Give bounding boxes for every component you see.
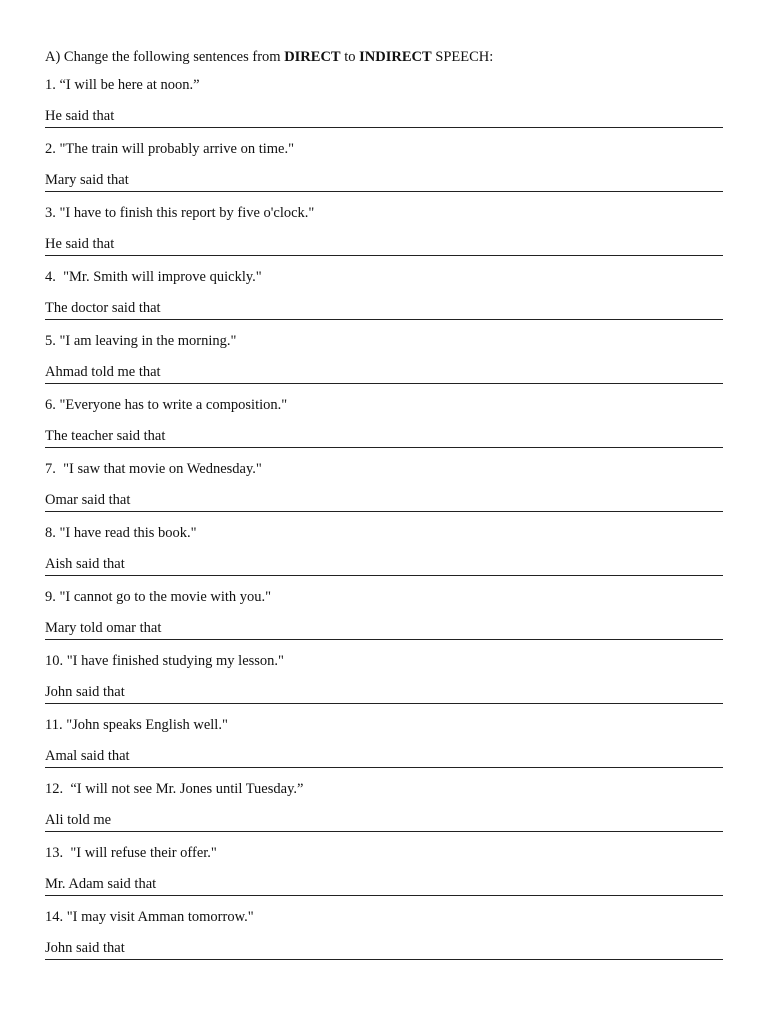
exercise-item [45, 708, 723, 772]
answer-line[interactable] [45, 810, 723, 832]
answer-line[interactable] [45, 874, 723, 896]
answer-prompt: John said that [45, 940, 125, 956]
direct-speech-sentence: 4. "Mr. Smith will improve quickly." [45, 269, 262, 285]
answer-prompt: Ahmad told me that [45, 364, 161, 380]
direct-speech-sentence: 9. "I cannot go to the movie with you." [45, 589, 272, 605]
exercise-item [45, 900, 723, 964]
answer-line[interactable] [45, 234, 723, 256]
instruction-indirect: INDIRECT [359, 49, 432, 65]
direct-speech-sentence: 14. "I may visit Amman tomorrow." [45, 909, 254, 925]
instruction-middle: to [340, 49, 360, 65]
direct-speech-sentence: 3. "I have to finish this report by five o'clock." [45, 205, 315, 221]
answer-prompt: Aish said that [45, 556, 125, 572]
exercise-list [45, 68, 723, 964]
answer-prompt: Mary said that [45, 172, 129, 188]
exercise-item [45, 452, 723, 516]
direct-speech-sentence: 13. "I will refuse their offer." [45, 845, 217, 861]
answer-prompt: He said that [45, 108, 115, 124]
worksheet [45, 46, 723, 964]
instruction-prefix: A) Change the following sentences from [45, 49, 285, 65]
answer-prompt: Mr. Adam said that [45, 876, 157, 892]
exercise-instruction [45, 46, 723, 68]
exercise-item [45, 260, 723, 324]
answer-line[interactable] [45, 426, 723, 448]
exercise-item [45, 68, 723, 132]
answer-prompt: The doctor said that [45, 300, 161, 316]
instruction-suffix: SPEECH: [431, 49, 494, 65]
answer-line[interactable] [45, 554, 723, 576]
exercise-item [45, 324, 723, 388]
answer-prompt: The teacher said that [45, 428, 166, 444]
direct-speech-sentence: 12. “I will not see Mr. Jones until Tuesday.” [45, 781, 304, 797]
exercise-item [45, 132, 723, 196]
answer-line[interactable] [45, 298, 723, 320]
answer-line[interactable] [45, 362, 723, 384]
exercise-item [45, 196, 723, 260]
answer-line[interactable] [45, 682, 723, 704]
answer-prompt: Omar said that [45, 492, 131, 508]
direct-speech-sentence: 11. "John speaks English well." [45, 717, 228, 733]
direct-speech-sentence: 6. "Everyone has to write a composition." [45, 397, 288, 413]
answer-prompt: Ali told me [45, 812, 112, 828]
answer-prompt: He said that [45, 236, 115, 252]
direct-speech-sentence: 10. "I have finished studying my lesson." [45, 653, 284, 669]
exercise-item [45, 836, 723, 900]
answer-line[interactable] [45, 106, 723, 128]
direct-speech-sentence: 7. "I saw that movie on Wednesday." [45, 461, 262, 477]
exercise-item [45, 580, 723, 644]
instruction-direct: DIRECT [284, 49, 341, 65]
answer-prompt: Mary told omar that [45, 620, 162, 636]
exercise-item [45, 388, 723, 452]
exercise-item [45, 516, 723, 580]
direct-speech-sentence: 2. "The train will probably arrive on time." [45, 141, 295, 157]
answer-line[interactable] [45, 490, 723, 512]
answer-line[interactable] [45, 618, 723, 640]
answer-prompt: John said that [45, 684, 125, 700]
answer-line[interactable] [45, 938, 723, 960]
answer-line[interactable] [45, 170, 723, 192]
answer-line[interactable] [45, 746, 723, 768]
direct-speech-sentence: 5. "I am leaving in the morning." [45, 333, 237, 349]
exercise-item [45, 772, 723, 836]
exercise-item [45, 644, 723, 708]
direct-speech-sentence: 1. “I will be here at noon.” [45, 77, 200, 93]
answer-prompt: Amal said that [45, 748, 130, 764]
direct-speech-sentence: 8. "I have read this book." [45, 525, 197, 541]
